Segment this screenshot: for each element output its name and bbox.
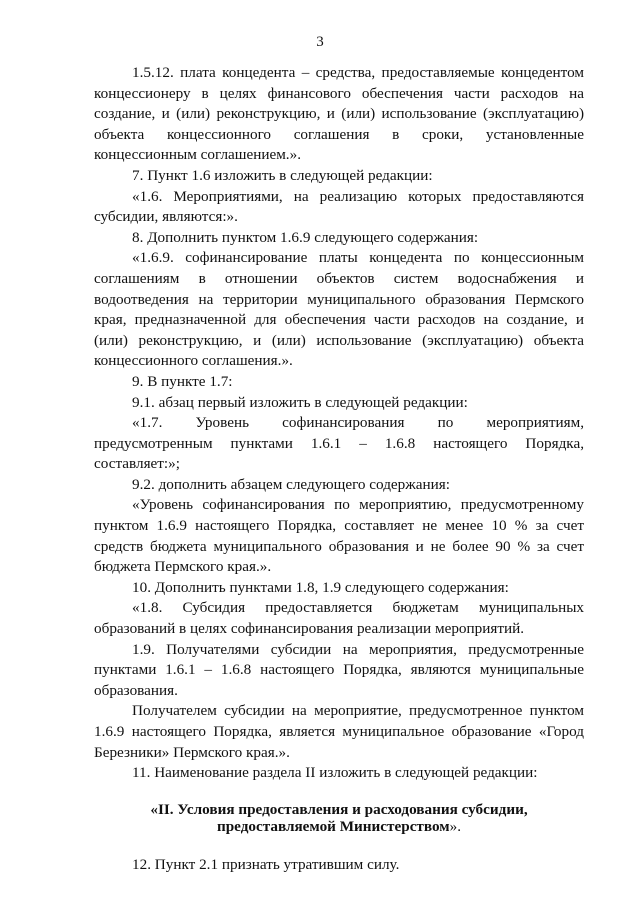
page-number: 3 xyxy=(316,34,324,50)
paragraph-1-9: 1.9. Получателями субсидии на мероприятия, предусмотренные пунктами 1.6.1 – 1.6.8 настоящего Порядка, являются муниципальные образования. xyxy=(94,640,584,699)
paragraph-item-9-1: 9.1. абзац первый изложить в следующей редакции: xyxy=(132,393,468,411)
paragraph-cofinancing-level: «Уровень софинансирования по мероприятию, предусмотренному пунктом 1.6.9 настоящего Порядка, составляет не менее 10 % за счет средств бюджета муниципального образования и не более 90 % за счет бюджета Пермского края.». xyxy=(94,496,584,576)
paragraph-1-7-quote: «1.7. Уровень софинансирования по мероприятиям, предусмотренным пунктами 1.6.1 – 1.6.8 настоящего Порядка, составляет:»; xyxy=(94,414,584,473)
paragraph-item-7: 7. Пункт 1.6 изложить в следующей редакции: xyxy=(132,166,433,184)
section-ii-heading-line2-text: предоставляемой Министерством xyxy=(216,817,450,835)
section-ii-heading-line2 xyxy=(94,818,584,835)
paragraph-item-8: 8. Дополнить пунктом 1.6.9 следующего содержания: xyxy=(132,228,479,246)
paragraph-item-11: 11. Наименование раздела II изложить в следующей редакции: xyxy=(132,764,538,782)
paragraph-item-9-2: 9.2. дополнить абзацем следующего содержания: xyxy=(132,475,450,493)
section-ii-heading xyxy=(94,801,584,835)
paragraph-1-6-quote: «1.6. Мероприятиями, на реализацию которых предоставляются субсидии, являются:». xyxy=(94,187,584,226)
paragraph-item-12: 12. Пункт 2.1 признать утратившим силу. xyxy=(132,855,400,873)
paragraph-1-5-12: 1.5.12. плата концедента – средства, предоставляемые концедентом концессионеру в целях финансового обеспечения части расходов на создание, и (или) реконструкцию, и (или) использование (эксплуатацию) объекта концессионного соглашения в сроки, установленные концессионным соглашением.». xyxy=(94,64,584,164)
section-ii-heading-closing: ». xyxy=(449,817,462,835)
paragraph-item-10: 10. Дополнить пунктами 1.8, 1.9 следующего содержания: xyxy=(132,578,509,596)
paragraph-item-9: 9. В пункте 1.7: xyxy=(132,372,233,390)
document-body xyxy=(94,63,584,875)
section-ii-heading-line1: «II. Условия предоставления и расходования субсидии, xyxy=(150,800,528,818)
paragraph-recipient-1-6-9: Получателем субсидии на мероприятие, предусмотренное пунктом 1.6.9 настоящего Порядка, является муниципальное образование «Город Березники» Пермского края.». xyxy=(94,702,584,761)
paragraph-1-6-9-quote: «1.6.9. софинансирование платы концедента по концессионным соглашениям в отношении объектов систем водоснабжения и водоотведения на территории муниципального образования Пермского края, предназначенной для обеспечения части расходов на создание, и (или) реконструкцию, и (или) использование (эксплуатацию) объекта концессионного соглашения.». xyxy=(94,249,584,370)
paragraph-1-8-quote: «1.8. Субсидия предоставляется бюджетам муниципальных образований в целях софинансирования реализации мероприятий. xyxy=(94,599,584,638)
